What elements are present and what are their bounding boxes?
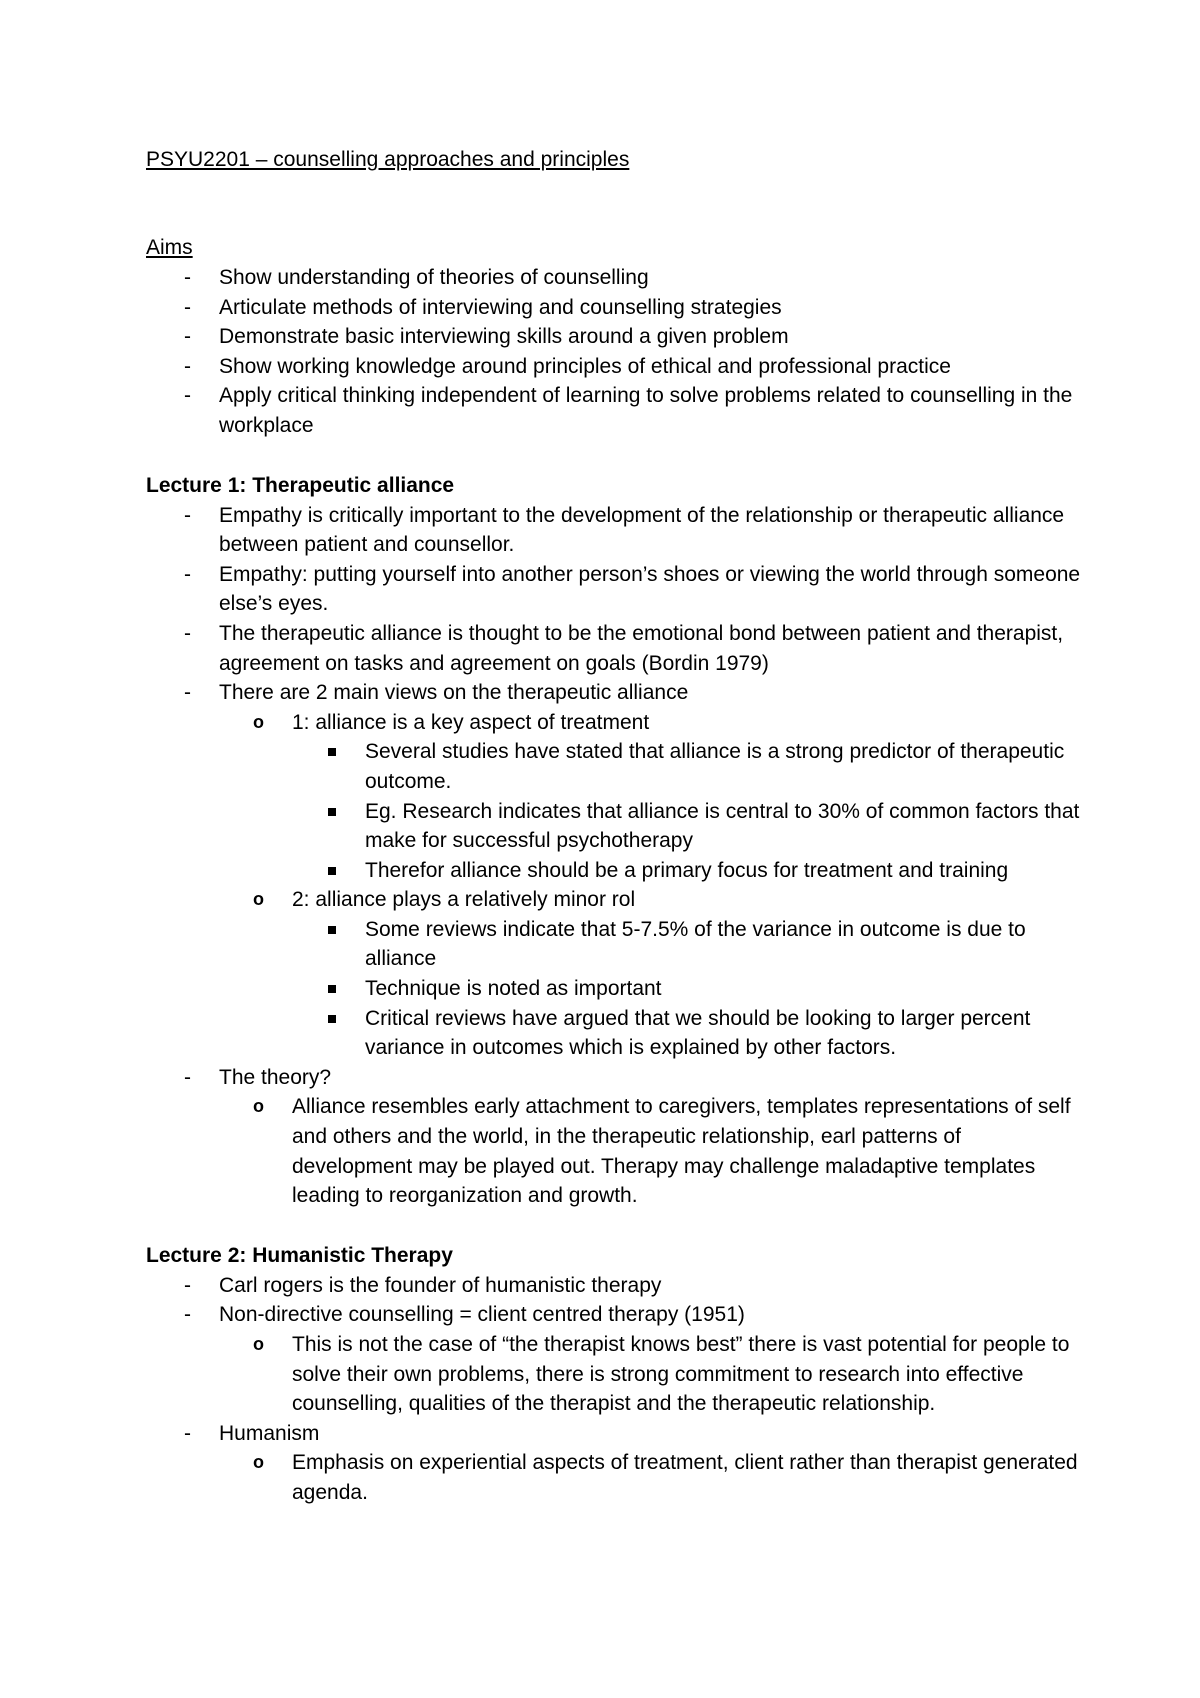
list-item-text: Emphasis on experiential aspects of treatment, client rather than therapist generated agenda. <box>292 1451 1078 1504</box>
dash-bullet-icon: - <box>184 1065 191 1089</box>
list-item <box>219 1330 1086 1419</box>
list-item-text: Humanism <box>219 1421 320 1445</box>
list-item-text: Some reviews indicate that 5-7.5% of the variance in outcome is due to alliance <box>365 917 1026 971</box>
list-item <box>146 293 1086 323</box>
lecture-1-heading: Lecture 1: Therapeutic alliance <box>146 473 455 497</box>
list-item <box>146 381 1086 440</box>
list-item-text: There are 2 main views on the therapeutic alliance <box>219 681 689 705</box>
list-item-text: Show working knowledge around principles of ethical and professional practice <box>219 354 951 378</box>
list-item <box>219 1092 1086 1210</box>
dash-bullet-icon: - <box>184 325 191 349</box>
list-item-text: Articulate methods of interviewing and counselling strategies <box>219 295 782 319</box>
circle-bullet-icon: o <box>253 1334 264 1354</box>
lecture-2-list <box>146 1271 1086 1508</box>
circle-bullet-icon: o <box>253 1096 264 1117</box>
list-item <box>219 708 1086 886</box>
list-item <box>146 1271 1086 1301</box>
spacer <box>146 175 1086 233</box>
lecture-2-heading: Lecture 2: Humanistic Therapy <box>146 1243 453 1267</box>
list-item-text: Technique is noted as important <box>365 977 662 1001</box>
dash-bullet-icon: - <box>184 1273 191 1297</box>
list-item <box>146 619 1086 678</box>
list-item <box>219 1448 1086 1507</box>
list-item <box>146 501 1086 560</box>
list-item <box>146 322 1086 352</box>
aims-list <box>146 263 1086 441</box>
dash-bullet-icon: - <box>184 354 191 378</box>
list-item <box>146 1300 1086 1418</box>
list-item <box>146 678 1086 1063</box>
list-item <box>146 1063 1086 1211</box>
aims-heading: Aims <box>146 236 193 259</box>
humanism-list <box>219 1448 1086 1507</box>
dash-bullet-icon: - <box>184 1421 191 1445</box>
list-item <box>292 797 1086 856</box>
list-item-text: Apply critical thinking independent of learning to solve problems related to counselling in the workplace <box>219 384 1073 437</box>
dash-bullet-icon: - <box>184 1303 191 1327</box>
list-item-text: Therefor alliance should be a primary focus for treatment and training <box>365 858 1009 882</box>
square-bullet-icon <box>328 867 336 875</box>
dash-bullet-icon: - <box>184 681 191 705</box>
list-item-text: Eg. Research indicates that alliance is central to 30% of common factors that make for successful psychotherapy <box>365 799 1080 853</box>
lecture-1-list <box>146 501 1086 1211</box>
spacer <box>146 441 1086 471</box>
list-item-text: The theory? <box>219 1065 332 1089</box>
list-item-text: Several studies have stated that alliance is a strong predictor of therapeutic outcome. <box>365 740 1065 793</box>
dash-bullet-icon: - <box>184 266 191 289</box>
square-bullet-icon <box>328 748 336 756</box>
circle-bullet-icon: o <box>253 889 264 910</box>
square-bullet-icon <box>328 985 336 993</box>
list-item-text: Carl rogers is the founder of humanistic therapy <box>219 1273 662 1297</box>
square-bullet-icon <box>328 926 336 934</box>
list-item-text: Critical reviews have argued that we should be looking to larger percent variance in outcomes which is explained by other factors. <box>365 1006 1031 1060</box>
dash-bullet-icon: - <box>184 562 191 586</box>
square-bullet-icon <box>328 1015 336 1023</box>
list-item-text: Demonstrate basic interviewing skills around a given problem <box>219 325 789 349</box>
document-title: PSYU2201 – counselling approaches and principles <box>146 148 630 171</box>
document-page <box>146 145 1086 1508</box>
dash-bullet-icon: - <box>184 621 191 645</box>
list-item <box>292 915 1086 974</box>
views-list <box>219 708 1086 1063</box>
view-2-points <box>292 915 1086 1063</box>
theory-list <box>219 1092 1086 1210</box>
dash-bullet-icon: - <box>184 384 191 408</box>
circle-bullet-icon: o <box>253 1452 264 1473</box>
list-item <box>219 885 1086 1063</box>
list-item <box>146 560 1086 619</box>
list-item <box>292 974 1086 1004</box>
list-item <box>146 352 1086 382</box>
list-item-text: 2: alliance plays a relatively minor rol <box>292 888 636 912</box>
list-item-text: Alliance resembles early attachment to caregivers, templates representations of self and others and the world, in the therapeutic relationship, earl patterns of development may be played out. Therapy may challenge maladaptive templates leading to reorganization and growth. <box>292 1095 1071 1208</box>
circle-bullet-icon: o <box>253 711 264 732</box>
list-item-text: This is not the case of “the therapist knows best” there is vast potential for people to solve their own problems, there is strong commitment to research into effective counselling, qualities of the therapist and the therapeutic relationship. <box>292 1333 1070 1416</box>
list-item-text: Show understanding of theories of counselling <box>219 266 649 289</box>
list-item <box>146 263 1086 293</box>
list-item-text: The therapeutic alliance is thought to be the emotional bond between patient and therapist, agreement on tasks and agreement on goals (Bordin 1979) <box>219 621 1064 675</box>
dash-bullet-icon: - <box>184 295 191 319</box>
list-item-text: Non-directive counselling = client centred therapy (1951) <box>219 1303 745 1327</box>
list-item <box>292 1004 1086 1063</box>
list-item <box>292 856 1086 886</box>
spacer <box>146 1211 1086 1241</box>
dash-bullet-icon: - <box>184 503 191 527</box>
list-item <box>292 737 1086 796</box>
view-1-points <box>292 737 1086 885</box>
nondirective-list <box>219 1330 1086 1419</box>
list-item <box>146 1419 1086 1508</box>
list-item-text: 1: alliance is a key aspect of treatment <box>292 710 650 734</box>
list-item-text: Empathy: putting yourself into another person’s shoes or viewing the world through someone else’s eyes. <box>219 562 1081 616</box>
list-item-text: Empathy is critically important to the development of the relationship or therapeutic alliance between patient and counsellor. <box>219 503 1065 557</box>
square-bullet-icon <box>328 808 336 816</box>
